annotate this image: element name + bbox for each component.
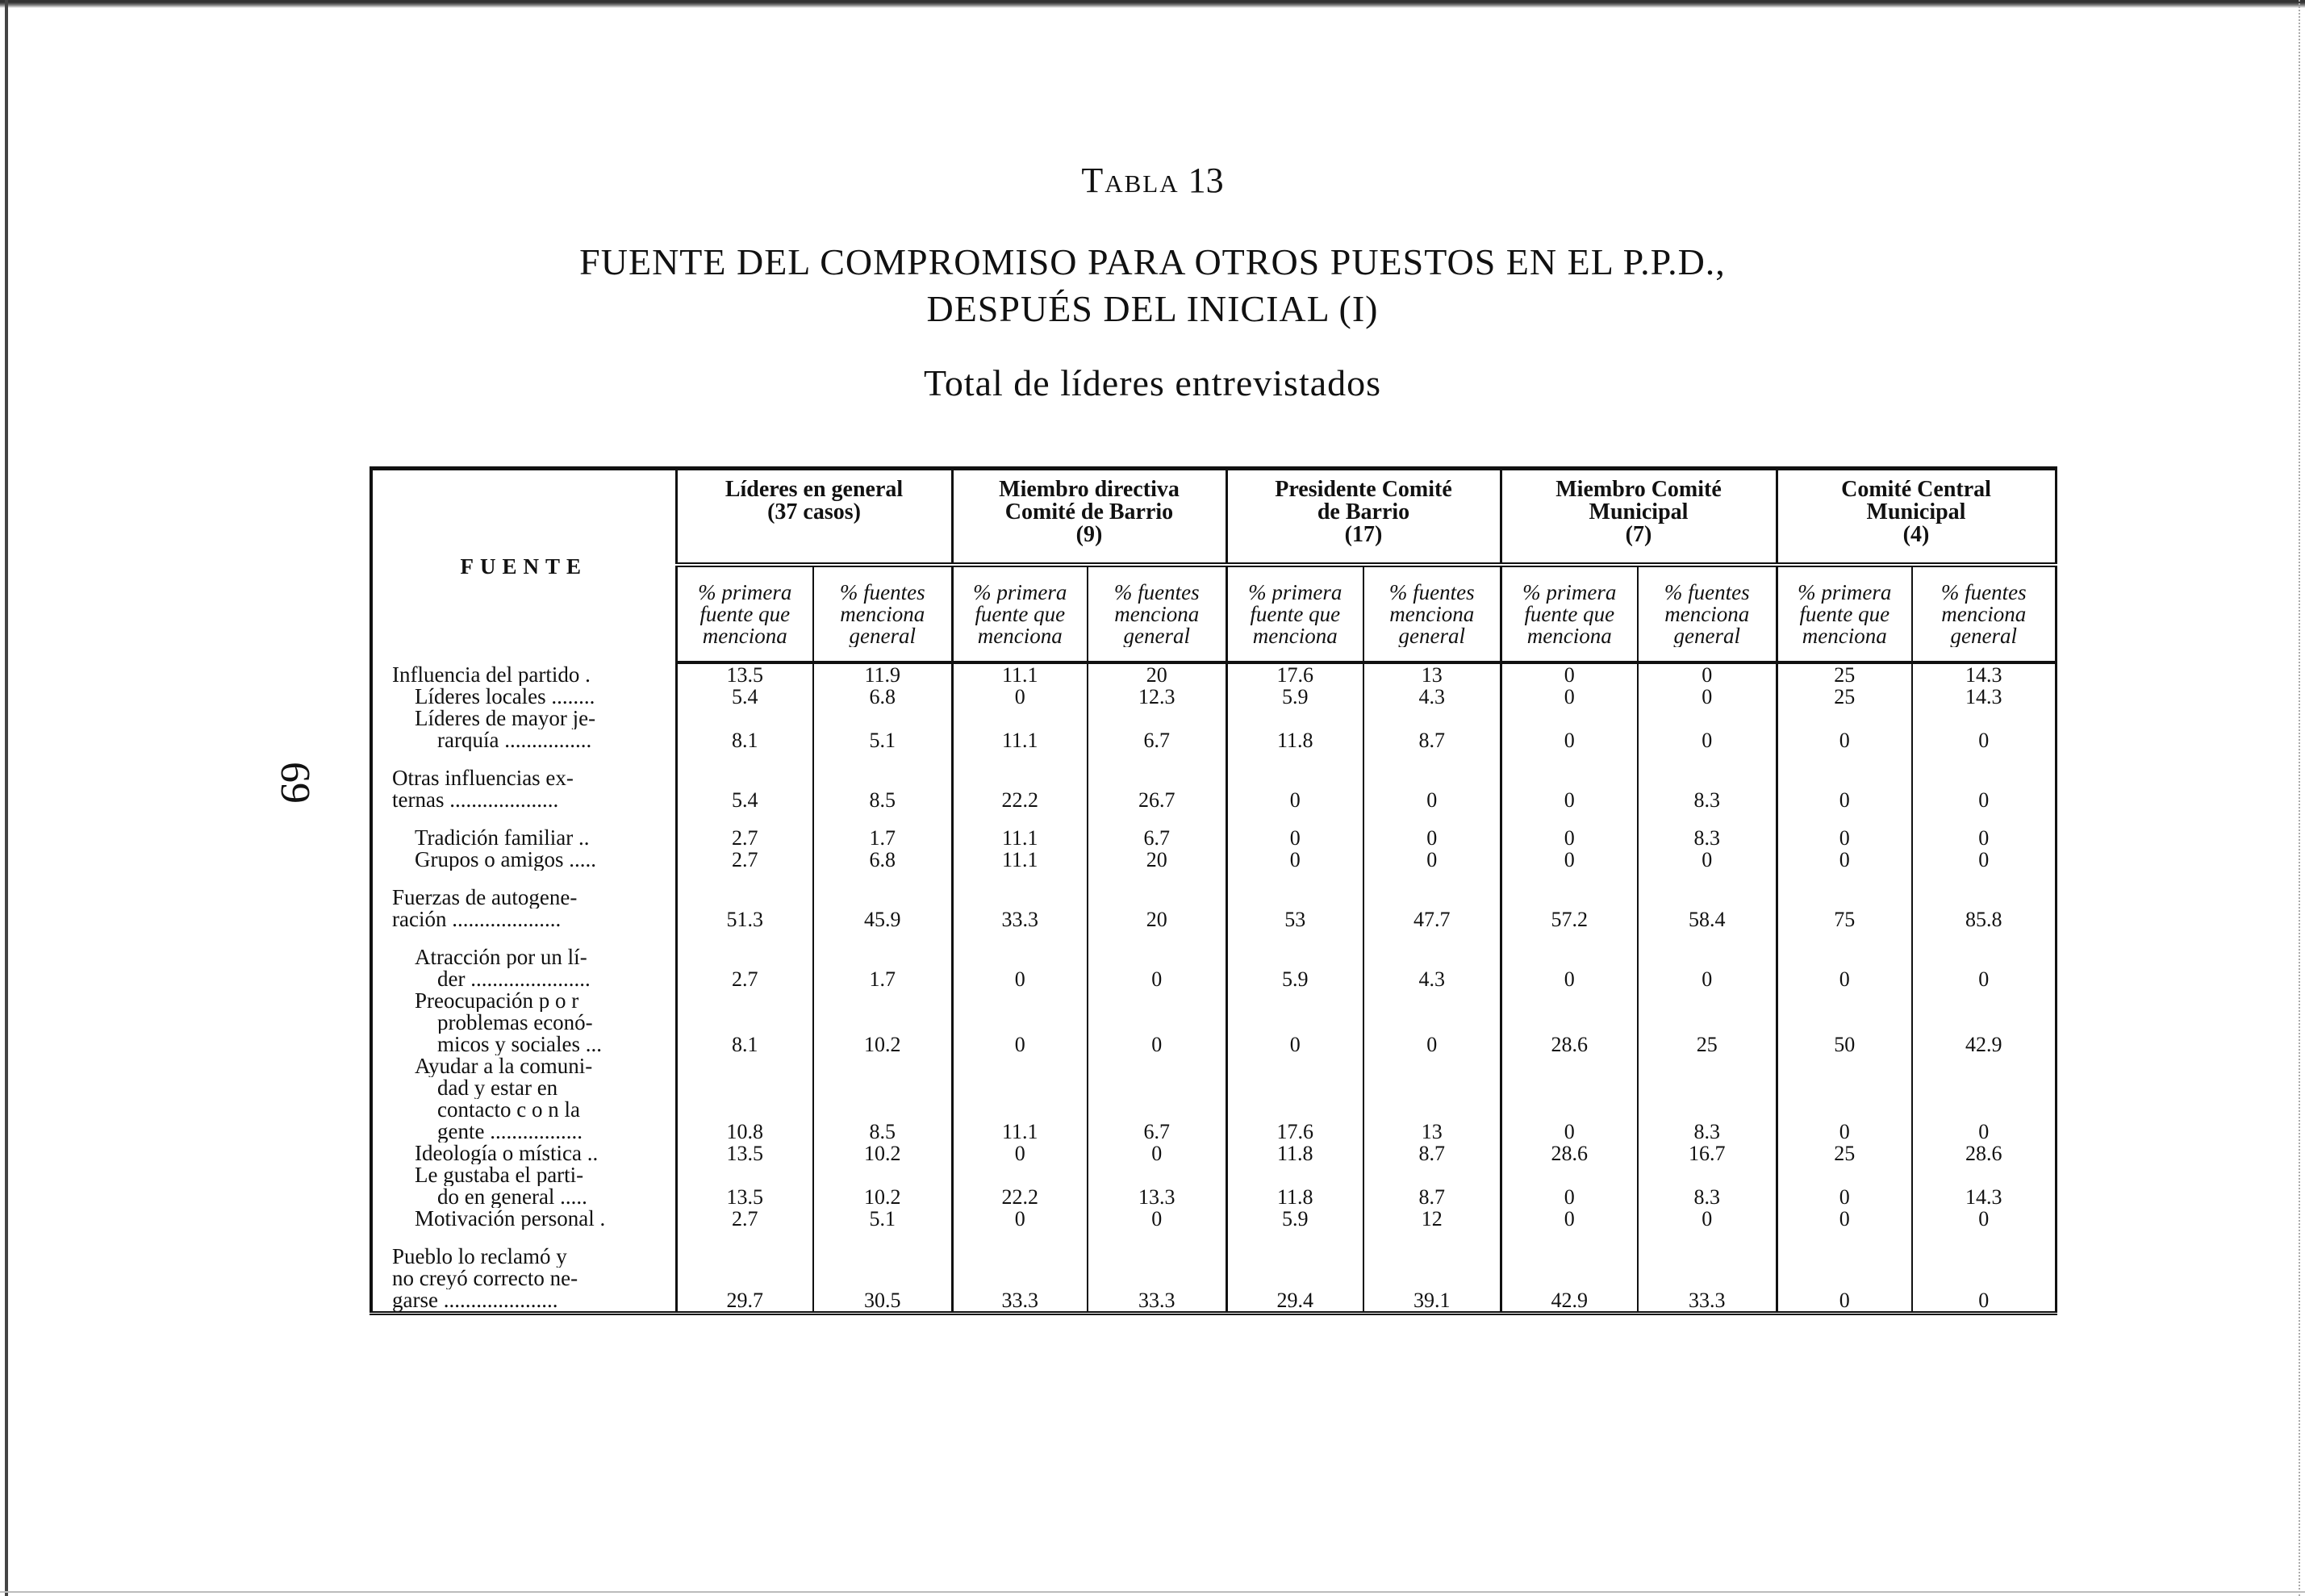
table-row [371, 1055, 2056, 1143]
table-cell: 33.3 [952, 887, 1088, 930]
table-subtitle: Total de líderes entrevistados [923, 362, 1382, 403]
group-header-comite-central: Comité Central Municipal (4) [1777, 469, 2056, 566]
group-header-miembro-comite-municipal: Miembro Comité Municipal (7) [1501, 469, 1777, 566]
bottom-edge [0, 1591, 2305, 1593]
row-gap [371, 751, 2056, 767]
table-cell: 30.5 [813, 1246, 952, 1314]
subheader-fuentes-general: % fuentes menciona general [1088, 565, 1226, 662]
page-number: 69 [272, 762, 318, 804]
table-row [371, 1164, 2056, 1208]
table-cell: 12.3 [1088, 686, 1226, 708]
table-body [371, 662, 2056, 1314]
table-cell: 20 [1088, 849, 1226, 871]
table-cell: 8.7 [1363, 1143, 1501, 1164]
table-cell: 45.9 [813, 887, 952, 930]
table-cell: 0 [1912, 827, 2056, 849]
table-cell: 0 [1912, 946, 2056, 990]
table-cell: 51.3 [676, 887, 813, 930]
table-cell: 25 [1777, 662, 1912, 686]
table-cell: 25 [1777, 1143, 1912, 1164]
group-header-lideres-general: Líderes en general (37 casos) [676, 469, 952, 566]
table-cell: 0 [1912, 1246, 2056, 1314]
subheader-fuentes-general: % fuentes menciona general [1912, 565, 2056, 662]
table-row [371, 946, 2056, 990]
table-cell: 5.9 [1226, 1208, 1363, 1230]
table-cell: 8.1 [676, 990, 813, 1055]
table-row [371, 990, 2056, 1055]
table-cell: 0 [1226, 767, 1363, 811]
table-cell: 4.3 [1363, 686, 1501, 708]
table-cell: 2.7 [676, 827, 813, 849]
table-cell: 6.7 [1088, 1055, 1226, 1143]
table-cell: 85.8 [1912, 887, 2056, 930]
table-cell: 5.4 [676, 767, 813, 811]
table-row [371, 686, 2056, 708]
table-cell: 10.2 [813, 1143, 952, 1164]
table-title-line1: FUENTE DEL COMPROMISO PARA OTROS PUESTOS EN EL P.P.D., [579, 241, 1726, 282]
table-cell: 10.8 [676, 1055, 813, 1143]
table-cell: 0 [952, 1208, 1088, 1230]
subheader-primera-fuente: % primera fuente que menciona [1226, 565, 1363, 662]
table-cell: 0 [1501, 686, 1638, 708]
row-label: Líderes locales ........ [371, 686, 676, 708]
table-cell: 0 [1638, 662, 1777, 686]
header-row-groups [371, 469, 2056, 566]
row-header-fuente: FUENTE [371, 469, 676, 663]
row-label: Ideología o mística .. [371, 1143, 676, 1164]
table-cell: 2.7 [676, 849, 813, 871]
table-cell: 0 [952, 1143, 1088, 1164]
row-label: Influencia del partido . [371, 662, 676, 686]
table-cell: 0 [1912, 1208, 2056, 1230]
table-cell: 0 [1363, 767, 1501, 811]
top-border [0, 0, 2305, 8]
table-cell: 11.8 [1226, 1143, 1363, 1164]
subheader-primera-fuente: % primera fuente que menciona [676, 565, 813, 662]
table-cell: 0 [1226, 827, 1363, 849]
table-cell: 10.2 [813, 990, 952, 1055]
table-cell: 8.3 [1638, 827, 1777, 849]
table-cell: 0 [1088, 946, 1226, 990]
table-cell: 11.1 [952, 708, 1088, 751]
table-cell: 13.5 [676, 1143, 813, 1164]
table-cell: 0 [1777, 1164, 1912, 1208]
table-cell: 6.8 [813, 849, 952, 871]
row-label: Tradición familiar .. [371, 827, 676, 849]
table-cell: 6.7 [1088, 827, 1226, 849]
table-cell: 0 [1501, 767, 1638, 811]
table-cell: 0 [1501, 827, 1638, 849]
table-cell: 8.7 [1363, 1164, 1501, 1208]
table-cell: 0 [1638, 1208, 1777, 1230]
right-edge [2299, 0, 2301, 1596]
table-cell: 8.3 [1638, 1055, 1777, 1143]
table-cell: 6.7 [1088, 708, 1226, 751]
table-cell: 14.3 [1912, 1164, 2056, 1208]
table-cell: 11.8 [1226, 708, 1363, 751]
table-cell: 2.7 [676, 1208, 813, 1230]
table-cell: 8.3 [1638, 767, 1777, 811]
table-cell: 11.1 [952, 662, 1088, 686]
table-cell: 4.3 [1363, 946, 1501, 990]
table-cell: 8.5 [813, 1055, 952, 1143]
table-cell: 13 [1363, 1055, 1501, 1143]
table-cell: 0 [1638, 849, 1777, 871]
table-cell: 0 [1226, 990, 1363, 1055]
table-cell: 42.9 [1501, 1246, 1638, 1314]
row-label: Otras influencias ex- ternas .................... [371, 767, 676, 811]
table-cell: 20 [1088, 662, 1226, 686]
table-label [0, 160, 2305, 201]
table-cell: 17.6 [1226, 1055, 1363, 1143]
table-cell: 12 [1363, 1208, 1501, 1230]
subheader-primera-fuente: % primera fuente que menciona [1777, 565, 1912, 662]
table-cell: 0 [1912, 849, 2056, 871]
table-row [371, 1246, 2056, 1314]
table-title-line2: DESPUÉS DEL INICIAL (I) [926, 288, 1379, 329]
table-cell: 75 [1777, 887, 1912, 930]
table-cell: 13 [1363, 662, 1501, 686]
table-cell: 0 [1638, 708, 1777, 751]
table-cell: 0 [1501, 946, 1638, 990]
subheader-fuentes-general: % fuentes menciona general [813, 565, 952, 662]
data-table-container [370, 466, 2054, 1315]
table-cell: 8.3 [1638, 1164, 1777, 1208]
row-gap [371, 811, 2056, 827]
table-row [371, 887, 2056, 930]
row-label: Fuerzas de autogene- ración .................... [371, 887, 676, 930]
table-cell: 22.2 [952, 1164, 1088, 1208]
row-label: Atracción por un lí- der ...................... [371, 946, 676, 990]
row-label: Grupos o amigos ..... [371, 849, 676, 871]
subheader-fuentes-general: % fuentes menciona general [1363, 565, 1501, 662]
table-cell: 13.5 [676, 662, 813, 686]
table-cell: 47.7 [1363, 887, 1501, 930]
table-cell: 13.3 [1088, 1164, 1226, 1208]
table-cell: 11.1 [952, 1055, 1088, 1143]
table-cell: 10.2 [813, 1164, 952, 1208]
left-border [5, 0, 8, 1596]
table-row [371, 767, 2056, 811]
row-gap [371, 1230, 2056, 1246]
table-cell: 0 [1777, 849, 1912, 871]
table-cell: 8.5 [813, 767, 952, 811]
table-row [371, 662, 2056, 686]
row-label: Le gustaba el parti- do en general ..... [371, 1164, 676, 1208]
table-cell: 28.6 [1501, 1143, 1638, 1164]
table-cell: 0 [1226, 849, 1363, 871]
table-cell: 26.7 [1088, 767, 1226, 811]
row-label: Motivación personal . [371, 1208, 676, 1230]
subheader-primera-fuente: % primera fuente que menciona [1501, 565, 1638, 662]
table-cell: 0 [1777, 767, 1912, 811]
table-cell: 0 [1363, 990, 1501, 1055]
table-cell: 0 [1777, 1208, 1912, 1230]
table-cell: 8.1 [676, 708, 813, 751]
table-cell: 0 [1638, 946, 1777, 990]
row-gap [371, 930, 2056, 946]
table-label-word: Tabla [1081, 161, 1180, 200]
table-cell: 28.6 [1912, 1143, 2056, 1164]
table-cell: 0 [1912, 708, 2056, 751]
row-label: Preocupación p o r problemas econó- micos y sociales ... [371, 990, 676, 1055]
row-label: Ayudar a la comuni- dad y estar en contacto c o n la gente ................. [371, 1055, 676, 1143]
table-cell: 25 [1638, 990, 1777, 1055]
table-cell: 50 [1777, 990, 1912, 1055]
table-cell: 11.1 [952, 849, 1088, 871]
table-cell: 0 [1088, 1143, 1226, 1164]
table-cell: 0 [1777, 1246, 1912, 1314]
table-cell: 0 [1088, 1208, 1226, 1230]
table-cell: 42.9 [1912, 990, 2056, 1055]
group-header-miembro-directiva: Miembro directiva Comité de Barrio (9) [952, 469, 1226, 566]
table-cell: 13.5 [676, 1164, 813, 1208]
table-cell: 33.3 [1088, 1246, 1226, 1314]
table-cell: 5.9 [1226, 946, 1363, 990]
table-row [371, 849, 2056, 871]
table-cell: 0 [952, 946, 1088, 990]
table-cell: 22.2 [952, 767, 1088, 811]
table-cell: 29.4 [1226, 1246, 1363, 1314]
table-cell: 58.4 [1638, 887, 1777, 930]
table-cell: 11.8 [1226, 1164, 1363, 1208]
table-cell: 0 [1501, 1208, 1638, 1230]
subheader-primera-fuente: % primera fuente que menciona [952, 565, 1088, 662]
table-cell: 33.3 [952, 1246, 1088, 1314]
table-cell: 20 [1088, 887, 1226, 930]
table-cell: 0 [1088, 990, 1226, 1055]
table-cell: 0 [1912, 767, 2056, 811]
table-cell: 25 [1777, 686, 1912, 708]
table-cell: 14.3 [1912, 686, 2056, 708]
row-label: Líderes de mayor je- rarquía ................ [371, 708, 676, 751]
table-cell: 0 [952, 686, 1088, 708]
data-table [370, 466, 2057, 1315]
table-cell: 0 [1363, 827, 1501, 849]
table-cell: 0 [1501, 1055, 1638, 1143]
table-cell: 14.3 [1912, 662, 2056, 686]
table-cell: 29.7 [676, 1246, 813, 1314]
table-cell: 0 [1777, 708, 1912, 751]
table-cell: 0 [1501, 849, 1638, 871]
table-row [371, 827, 2056, 849]
table-cell: 1.7 [813, 946, 952, 990]
table-cell: 0 [1501, 662, 1638, 686]
table-cell: 0 [1638, 686, 1777, 708]
table-cell: 5.1 [813, 708, 952, 751]
table-number: 13 [1188, 161, 1224, 200]
table-row [371, 1143, 2056, 1164]
row-gap [371, 871, 2056, 887]
row-label: Pueblo lo reclamó y no creyó correcto ne- garse ..................... [371, 1246, 676, 1314]
table-cell: 0 [1777, 827, 1912, 849]
table-cell: 1.7 [813, 827, 952, 849]
table-cell: 0 [1501, 708, 1638, 751]
table-cell: 53 [1226, 887, 1363, 930]
table-cell: 11.1 [952, 827, 1088, 849]
table-cell: 16.7 [1638, 1143, 1777, 1164]
table-cell: 2.7 [676, 946, 813, 990]
table-cell: 39.1 [1363, 1246, 1501, 1314]
table-cell: 8.7 [1363, 708, 1501, 751]
table-row [371, 1208, 2056, 1230]
table-cell: 0 [1501, 1164, 1638, 1208]
table-cell: 0 [1912, 1055, 2056, 1143]
table-cell: 6.8 [813, 686, 952, 708]
table-cell: 28.6 [1501, 990, 1638, 1055]
table-cell: 11.9 [813, 662, 952, 686]
table-cell: 5.4 [676, 686, 813, 708]
table-cell: 33.3 [1638, 1246, 1777, 1314]
table-cell: 17.6 [1226, 662, 1363, 686]
subheader-fuentes-general: % fuentes menciona general [1638, 565, 1777, 662]
table-cell: 57.2 [1501, 887, 1638, 930]
table-cell: 0 [1363, 849, 1501, 871]
table-row [371, 708, 2056, 751]
table-cell: 0 [1777, 1055, 1912, 1143]
table-cell: 5.1 [813, 1208, 952, 1230]
table-cell: 0 [1777, 946, 1912, 990]
table-cell: 0 [952, 990, 1088, 1055]
table-cell: 5.9 [1226, 686, 1363, 708]
group-header-presidente-comite: Presidente Comité de Barrio (17) [1226, 469, 1501, 566]
